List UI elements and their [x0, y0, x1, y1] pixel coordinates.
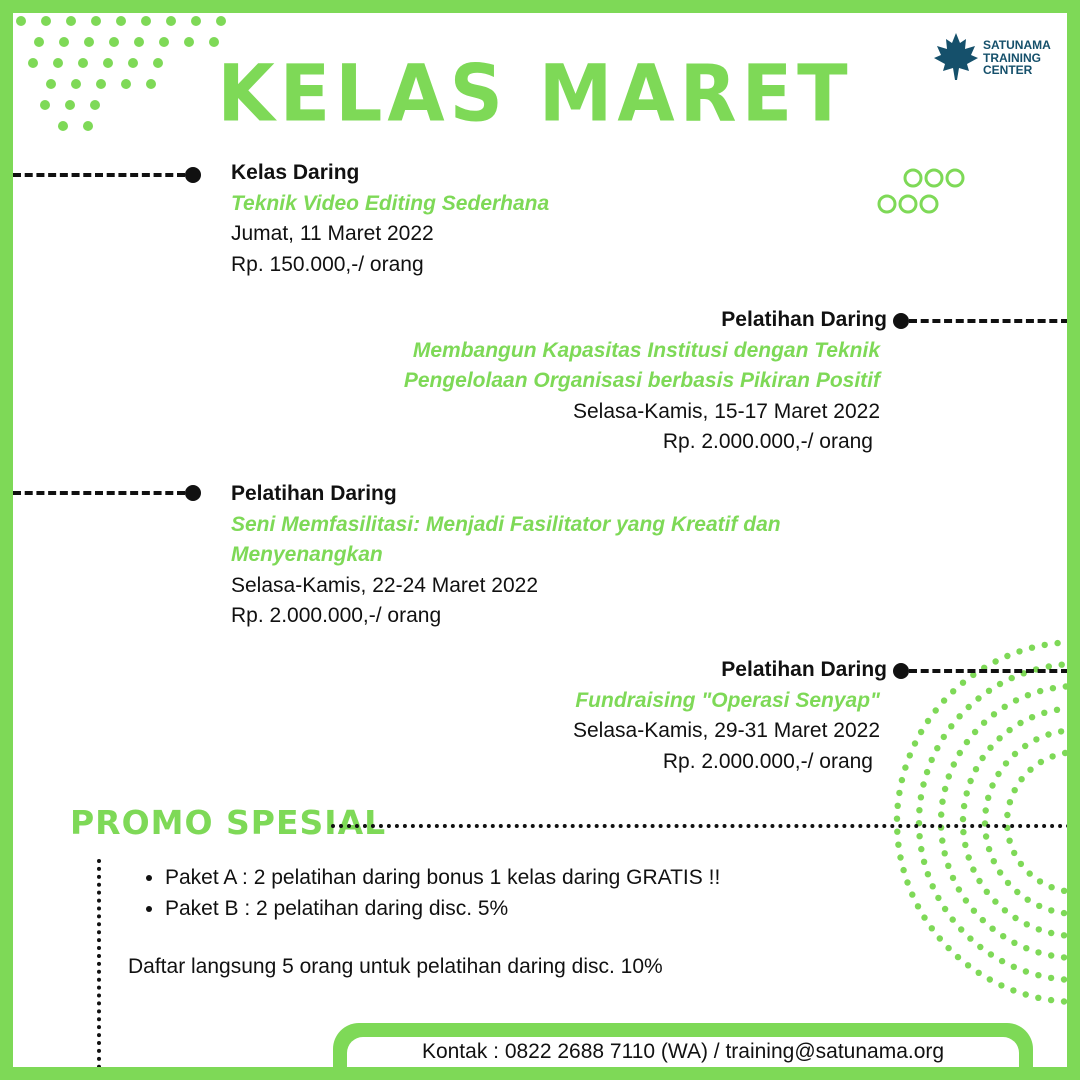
decor-dot [918, 729, 924, 735]
decor-dot [1048, 997, 1054, 1003]
decor-dot [1048, 930, 1054, 936]
decor-dot [950, 688, 956, 694]
decor-dot [918, 794, 924, 800]
decor-dot [66, 16, 76, 26]
class-date: Selasa-Kamis, 29-31 Maret 2022 [573, 719, 880, 742]
decor-dot [1035, 972, 1041, 978]
decor-dot [941, 697, 947, 703]
decor-dot [1054, 707, 1060, 713]
decor-dot [1061, 888, 1067, 894]
decor-dot [1004, 812, 1010, 818]
decor-dot [942, 850, 948, 856]
class-title: Seni Memfasilitasi: Menjadi Fasilitator yang Kreatif dan [231, 512, 781, 536]
decor-dot [997, 869, 1003, 875]
decor-dot [1036, 926, 1042, 932]
decor-dot [1061, 932, 1067, 938]
decor-dot [1029, 714, 1035, 720]
class-price: Rp. 150.000,-/ orang [231, 252, 424, 276]
decor-dot [895, 803, 901, 809]
decor-dot [1017, 720, 1023, 726]
decor-dot [1038, 759, 1044, 765]
decor-dot [991, 711, 997, 717]
poster-card [13, 13, 1067, 1067]
decor-dot [937, 935, 943, 941]
decor-dot [1006, 838, 1012, 844]
decor-dot [1011, 964, 1017, 970]
decor-dot [1023, 991, 1029, 997]
decor-dot [964, 739, 970, 745]
class-date: Selasa-Kamis, 22-24 Maret 2022 [231, 573, 538, 597]
decor-dot [134, 37, 144, 47]
class-title: Menyenangkan [231, 543, 383, 566]
decor-dot [1061, 910, 1067, 916]
decor-dot [897, 854, 903, 860]
decor-dot [1049, 753, 1055, 759]
timeline-dot [185, 167, 201, 183]
decor-dot [1037, 878, 1043, 884]
decor-dot [988, 951, 994, 957]
decor-dot [1012, 751, 1018, 757]
logo-line-2: TRAINING [983, 50, 1041, 65]
decor-dot [989, 782, 995, 788]
decor-dot [894, 816, 900, 822]
decor-dot [1042, 642, 1048, 648]
timeline-dash [909, 669, 1067, 673]
decor-dot [916, 807, 922, 813]
decor-dot [184, 37, 194, 47]
class-category: Kelas Daring [231, 161, 360, 184]
decor-dot [956, 713, 962, 719]
decor-dot [91, 16, 101, 26]
decor-dot [1012, 915, 1018, 921]
decor-dot [1048, 907, 1054, 913]
decor-dot [934, 745, 940, 751]
decor-dot [964, 790, 970, 796]
promo-note: Daftar langsung 5 orang untuk pelatihan daring disc. 10% [128, 955, 663, 978]
decor-dot [962, 842, 968, 848]
decor-dot [1048, 975, 1054, 981]
decor-dot [950, 875, 956, 881]
decor-dot [966, 854, 972, 860]
decor-dot [1059, 662, 1065, 668]
decor-dot [997, 681, 1003, 687]
decor-dot [965, 962, 971, 968]
decor-dot [976, 878, 982, 884]
decor-dot [967, 778, 973, 784]
decor-dot [929, 757, 935, 763]
decor-dot [34, 37, 44, 47]
decor-dot [1061, 954, 1067, 960]
promo-list [143, 863, 720, 924]
decor-dot [116, 16, 126, 26]
decor-dot [967, 935, 973, 941]
decor-dot [191, 16, 201, 26]
decor-dot [939, 799, 945, 805]
decor-dot [1058, 728, 1064, 734]
decor-dot [918, 846, 924, 852]
decor-dot [950, 916, 956, 922]
promo-item: • Paket A : 2 pelatihan daring bonus 1 kelas daring GRATIS !! [165, 863, 720, 894]
decor-dot [1029, 645, 1035, 651]
class-title: Pengelolaan Organisasi berbasis Pikiran Positif [403, 369, 880, 392]
decor-dot [904, 879, 910, 885]
decor-dot [1035, 995, 1041, 1001]
decor-dot [907, 752, 913, 758]
decor-dot [942, 786, 948, 792]
maple-leaf-icon [933, 31, 979, 81]
decor-dot [1036, 903, 1042, 909]
decor-dot [1048, 952, 1054, 958]
logo-line-1: SATUNAMA [983, 38, 1051, 52]
decor-dot [946, 773, 952, 779]
decor-dot [977, 944, 983, 950]
decor-dot [984, 889, 990, 895]
decor-dot [992, 898, 998, 904]
decor-dot [1012, 787, 1018, 793]
decor-dot [985, 795, 991, 801]
decor-dot [1054, 640, 1060, 646]
decor-dot [1003, 760, 1009, 766]
decor-dot [986, 688, 992, 694]
decor-dot [986, 846, 992, 852]
decor-dot [1062, 750, 1067, 756]
decor-dot [929, 925, 935, 931]
decor-dot [1010, 987, 1016, 993]
decor-dot [1027, 767, 1033, 773]
decor-dot [996, 735, 1002, 741]
decor-dot [1013, 697, 1019, 703]
class-item [231, 158, 549, 280]
decor-dot [1016, 648, 1022, 654]
class-date: Jumat, 11 Maret 2022 [231, 222, 434, 245]
decor-dot [955, 954, 961, 960]
class-item [403, 305, 887, 458]
decor-dot [995, 771, 1001, 777]
circles-decoration [875, 165, 975, 225]
timeline-dash [909, 319, 1067, 323]
decor-dot [960, 680, 966, 686]
decor-dot [921, 914, 927, 920]
decor-dot [980, 917, 986, 923]
decor-dot [141, 16, 151, 26]
decor-dot [1018, 861, 1024, 867]
decor-dot [1007, 799, 1013, 805]
decor-dot [216, 16, 226, 26]
decor-dot [1023, 945, 1029, 951]
decor-dot [912, 740, 918, 746]
class-price: Rp. 2.000.000,-/ orang [662, 430, 873, 453]
decor-dot [209, 37, 219, 47]
decor-dot [963, 897, 969, 903]
decor-dot [899, 777, 905, 783]
decor-dot [41, 16, 51, 26]
decor-dot [1004, 653, 1010, 659]
decor-dot [1063, 683, 1067, 689]
decor-dot [987, 976, 993, 982]
decor-dot [1024, 921, 1030, 927]
decor-dot [935, 895, 941, 901]
timeline-dot [185, 485, 201, 501]
decor-dot [920, 781, 926, 787]
decor-dot [159, 37, 169, 47]
logo [933, 23, 1058, 83]
decor-dot [1033, 736, 1039, 742]
decor-dot [983, 833, 989, 839]
decor-dot [166, 16, 176, 26]
decor-dot [951, 761, 957, 767]
decor-dot [991, 858, 997, 864]
promo-divider [331, 824, 1067, 828]
class-category: Pelatihan Daring [721, 658, 887, 681]
timeline-dot [893, 663, 909, 679]
decor-dot [983, 807, 989, 813]
decor-dot [972, 729, 978, 735]
class-price: Rp. 2.000.000,-/ orang [662, 749, 873, 773]
decor-dot [966, 704, 972, 710]
decor-dot [958, 926, 964, 932]
decor-dot [896, 790, 902, 796]
decor-dot [933, 707, 939, 713]
class-title: Teknik Video Editing Sederhana [231, 191, 550, 215]
decor-dot [1037, 688, 1043, 694]
decor-dot [1023, 968, 1029, 974]
decor-dot [999, 958, 1005, 964]
decor-dot [1018, 776, 1024, 782]
decor-dot [1002, 907, 1008, 913]
decor-dot [894, 829, 900, 835]
decor-dot [1025, 897, 1031, 903]
promo-title: PROMO SPESIAL [70, 803, 387, 842]
decor-dot [900, 867, 906, 873]
decor-dot [895, 842, 901, 848]
decor-dot [938, 811, 944, 817]
decor-dot [59, 37, 69, 47]
decor-dot [942, 906, 948, 912]
promo-vertical-divider [97, 859, 101, 1067]
contact-text: Kontak : 0822 2688 7110 (WA) / training@satunama.org [347, 1037, 1019, 1067]
decor-dot [981, 720, 987, 726]
class-category: Pelatihan Daring [721, 308, 887, 331]
class-title: Fundraising "Operasi Senyap" [575, 688, 880, 712]
decor-dot [939, 837, 945, 843]
decor-dot [921, 859, 927, 865]
decor-dot [109, 37, 119, 47]
decor-dot [916, 833, 922, 839]
class-category: Pelatihan Daring [231, 482, 397, 505]
decor-dot [992, 658, 998, 664]
decor-dot [1035, 949, 1041, 955]
decor-dot [1009, 675, 1015, 681]
decor-dot [1025, 692, 1031, 698]
decor-dot [941, 734, 947, 740]
decor-dot [902, 764, 908, 770]
class-item [573, 655, 887, 777]
decor-dot [956, 886, 962, 892]
class-title: Membangun Kapasitas Institusi dengan Teknik [412, 338, 880, 362]
decor-dot [1000, 933, 1006, 939]
decor-dot [1002, 704, 1008, 710]
decor-dot [1022, 743, 1028, 749]
promo-item: • Paket B : 2 pelatihan daring disc. 5% [165, 894, 720, 925]
decor-dot [909, 891, 915, 897]
decor-dot [960, 829, 966, 835]
decor-dot [925, 718, 931, 724]
class-price: Rp. 2.000.000,-/ orang [231, 604, 442, 627]
timeline-dot [893, 313, 909, 329]
decor-dot [1014, 889, 1020, 895]
decor-dot [973, 766, 979, 772]
decor-dot [971, 908, 977, 914]
decor-dot [987, 745, 993, 751]
class-date: Selasa-Kamis, 15-17 Maret 2022 [573, 399, 880, 423]
decor-dot [989, 926, 995, 932]
page-title: KELAS MARET [217, 48, 853, 140]
decor-dot [1050, 685, 1056, 691]
contact-box [333, 1023, 1033, 1067]
decor-dot [975, 695, 981, 701]
timeline-dash [13, 173, 185, 177]
decor-dot [976, 970, 982, 976]
timeline-dash [13, 491, 185, 495]
decor-dot [960, 816, 966, 822]
decor-dot [16, 16, 26, 26]
decor-dot [961, 803, 967, 809]
decor-dot [1006, 727, 1012, 733]
class-item [231, 479, 781, 632]
logo-line-3: CENTER [983, 63, 1033, 77]
decor-dot [1061, 998, 1067, 1004]
decor-dot [924, 769, 930, 775]
decor-dot [970, 866, 976, 872]
decor-dot [1011, 850, 1017, 856]
decor-dot [979, 755, 985, 761]
decor-dot [1011, 940, 1017, 946]
decor-dot [930, 883, 936, 889]
decor-dot [945, 863, 951, 869]
decor-dot [1005, 880, 1011, 886]
decor-dot [945, 945, 951, 951]
decor-dot [1045, 731, 1051, 737]
decor-dot [957, 750, 963, 756]
decor-dot [948, 723, 954, 729]
decor-dot [998, 982, 1004, 988]
decor-dot [1048, 884, 1054, 890]
decor-dot [915, 903, 921, 909]
decor-dot [925, 871, 931, 877]
decor-dot [1041, 710, 1047, 716]
decor-dot [1061, 976, 1067, 982]
decor-dot [1027, 870, 1033, 876]
decor-dot [84, 37, 94, 47]
